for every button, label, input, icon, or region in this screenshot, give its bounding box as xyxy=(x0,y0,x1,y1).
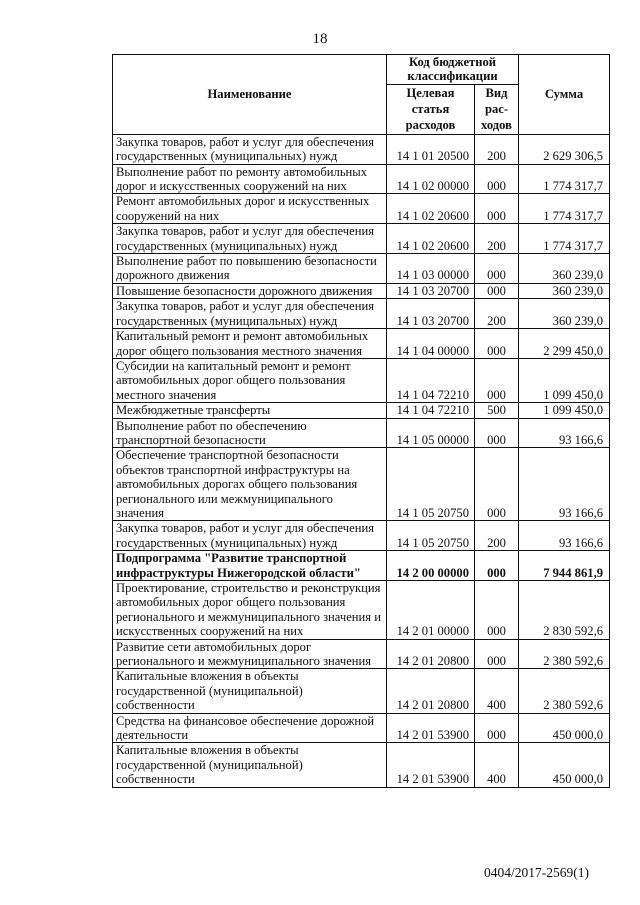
table-row xyxy=(113,164,610,194)
row-name: Субсидии на капитальный ремонт и ремонт автомобильных дорог общего пользования местного значения xyxy=(113,358,387,402)
row-sum: 1 099 450,0 xyxy=(519,358,610,402)
row-expense-type: 000 xyxy=(475,194,519,224)
row-sum: 1 774 317,7 xyxy=(519,224,610,254)
row-expense-type: 000 xyxy=(475,254,519,284)
row-code: 14 1 03 20700 xyxy=(387,299,475,329)
row-name: Обеспечение транспортной безопасности объектов транспортной инфраструктуры на автомобильных дорогах общего пользования регионального или межмуниципального значения xyxy=(113,448,387,521)
row-name: Выполнение работ по повышению безопасности дорожного движения xyxy=(113,254,387,284)
row-code: 14 1 03 00000 xyxy=(387,254,475,284)
row-expense-type: 200 xyxy=(475,521,519,551)
row-code: 14 1 03 20700 xyxy=(387,283,475,298)
table-row xyxy=(113,448,610,521)
row-expense-type: 000 xyxy=(475,581,519,640)
row-code: 14 2 01 53900 xyxy=(387,713,475,743)
table-row xyxy=(113,581,610,640)
table-row xyxy=(113,224,610,254)
row-sum: 360 239,0 xyxy=(519,283,610,298)
row-code: 14 1 04 72210 xyxy=(387,358,475,402)
row-expense-type: 000 xyxy=(475,551,519,581)
row-expense-type: 500 xyxy=(475,403,519,418)
row-name: Выполнение работ по обеспечению транспортной безопасности xyxy=(113,418,387,448)
row-sum: 2 629 306,5 xyxy=(519,134,610,164)
row-sum: 93 166,6 xyxy=(519,521,610,551)
row-name: Закупка товаров, работ и услуг для обеспечения государственных (муниципальных) нужд xyxy=(113,134,387,164)
row-sum: 1 774 317,7 xyxy=(519,194,610,224)
row-expense-type: 200 xyxy=(475,224,519,254)
row-code: 14 2 01 20800 xyxy=(387,669,475,713)
row-name: Капитальные вложения в объекты государственной (муниципальной) собственности xyxy=(113,743,387,787)
row-code: 14 1 02 20600 xyxy=(387,194,475,224)
table-row xyxy=(113,418,610,448)
table-row xyxy=(113,639,610,669)
table-row xyxy=(113,134,610,164)
row-expense-type: 400 xyxy=(475,743,519,787)
row-name: Повышение безопасности дорожного движения xyxy=(113,283,387,298)
row-expense-type: 000 xyxy=(475,639,519,669)
row-expense-type: 000 xyxy=(475,164,519,194)
row-expense-type: 000 xyxy=(475,283,519,298)
row-sum: 360 239,0 xyxy=(519,299,610,329)
table-row xyxy=(113,403,610,418)
row-sum: 450 000,0 xyxy=(519,713,610,743)
row-sum: 2 380 592,6 xyxy=(519,669,610,713)
row-name: Закупка товаров, работ и услуг для обеспечения государственных (муниципальных) нужд xyxy=(113,299,387,329)
row-code: 14 2 01 00000 xyxy=(387,581,475,640)
table-row xyxy=(113,254,610,284)
row-code: 14 2 00 00000 xyxy=(387,551,475,581)
header-expense-type: Вид рас-ходов xyxy=(475,84,519,134)
page-number: 18 xyxy=(312,31,328,47)
row-name: Подпрограмма "Развитие транспортной инфраструктуры Нижегородской области" xyxy=(113,551,387,581)
row-code: 14 1 01 20500 xyxy=(387,134,475,164)
row-sum: 93 166,6 xyxy=(519,418,610,448)
row-expense-type: 000 xyxy=(475,329,519,359)
row-expense-type: 200 xyxy=(475,134,519,164)
row-code: 14 1 05 00000 xyxy=(387,418,475,448)
table-row xyxy=(113,743,610,787)
row-sum: 2 380 592,6 xyxy=(519,639,610,669)
row-name: Проектирование, строительство и реконструкция автомобильных дорог общего пользования регионального и межмуниципального значения и искусственных сооружений на них xyxy=(113,581,387,640)
row-code: 14 1 04 00000 xyxy=(387,329,475,359)
row-expense-type: 400 xyxy=(475,669,519,713)
row-code: 14 1 02 20600 xyxy=(387,224,475,254)
row-sum: 1 099 450,0 xyxy=(519,403,610,418)
row-name: Капитальный ремонт и ремонт автомобильных дорог общего пользования местного значения xyxy=(113,329,387,359)
row-code: 14 1 05 20750 xyxy=(387,521,475,551)
row-name: Закупка товаров, работ и услуг для обеспечения государственных (муниципальных) нужд xyxy=(113,224,387,254)
budget-table xyxy=(112,54,610,788)
row-sum: 1 774 317,7 xyxy=(519,164,610,194)
header-sum: Сумма xyxy=(519,55,610,135)
row-expense-type: 000 xyxy=(475,358,519,402)
row-sum: 7 944 861,9 xyxy=(519,551,610,581)
row-name: Ремонт автомобильных дорог и искусственных сооружений на них xyxy=(113,194,387,224)
table-row xyxy=(113,283,610,298)
row-name: Развитие сети автомобильных дорог регионального и межмуниципального значения xyxy=(113,639,387,669)
table-row xyxy=(113,713,610,743)
row-name: Закупка товаров, работ и услуг для обеспечения государственных (муниципальных) нужд xyxy=(113,521,387,551)
table-row xyxy=(113,358,610,402)
row-code: 14 2 01 20800 xyxy=(387,639,475,669)
table-body xyxy=(113,134,610,787)
table-row xyxy=(113,329,610,359)
header-target-article: Целевая статья расходов xyxy=(387,84,475,134)
header-code-group: Код бюджетной классификации xyxy=(387,55,519,85)
row-code: 14 1 04 72210 xyxy=(387,403,475,418)
table-row xyxy=(113,551,610,581)
row-expense-type: 200 xyxy=(475,299,519,329)
row-code: 14 1 02 00000 xyxy=(387,164,475,194)
document-number: 0404/2017-2569(1) xyxy=(484,865,589,880)
header-name: Наименование xyxy=(113,55,387,135)
row-name: Выполнение работ по ремонту автомобильных дорог и искусственных сооружений на них xyxy=(113,164,387,194)
table-row xyxy=(113,299,610,329)
row-sum: 2 299 450,0 xyxy=(519,329,610,359)
table-row xyxy=(113,521,610,551)
row-expense-type: 000 xyxy=(475,418,519,448)
row-expense-type: 000 xyxy=(475,448,519,521)
table-row xyxy=(113,669,610,713)
row-sum: 450 000,0 xyxy=(519,743,610,787)
row-name: Капитальные вложения в объекты государственной (муниципальной) собственности xyxy=(113,669,387,713)
table-row xyxy=(113,194,610,224)
row-name: Средства на финансовое обеспечение дорожной деятельности xyxy=(113,713,387,743)
row-expense-type: 000 xyxy=(475,713,519,743)
row-code: 14 2 01 53900 xyxy=(387,743,475,787)
row-sum: 93 166,6 xyxy=(519,448,610,521)
row-sum: 2 830 592,6 xyxy=(519,581,610,640)
row-sum: 360 239,0 xyxy=(519,254,610,284)
row-name: Межбюджетные трансферты xyxy=(113,403,387,418)
row-code: 14 1 05 20750 xyxy=(387,448,475,521)
